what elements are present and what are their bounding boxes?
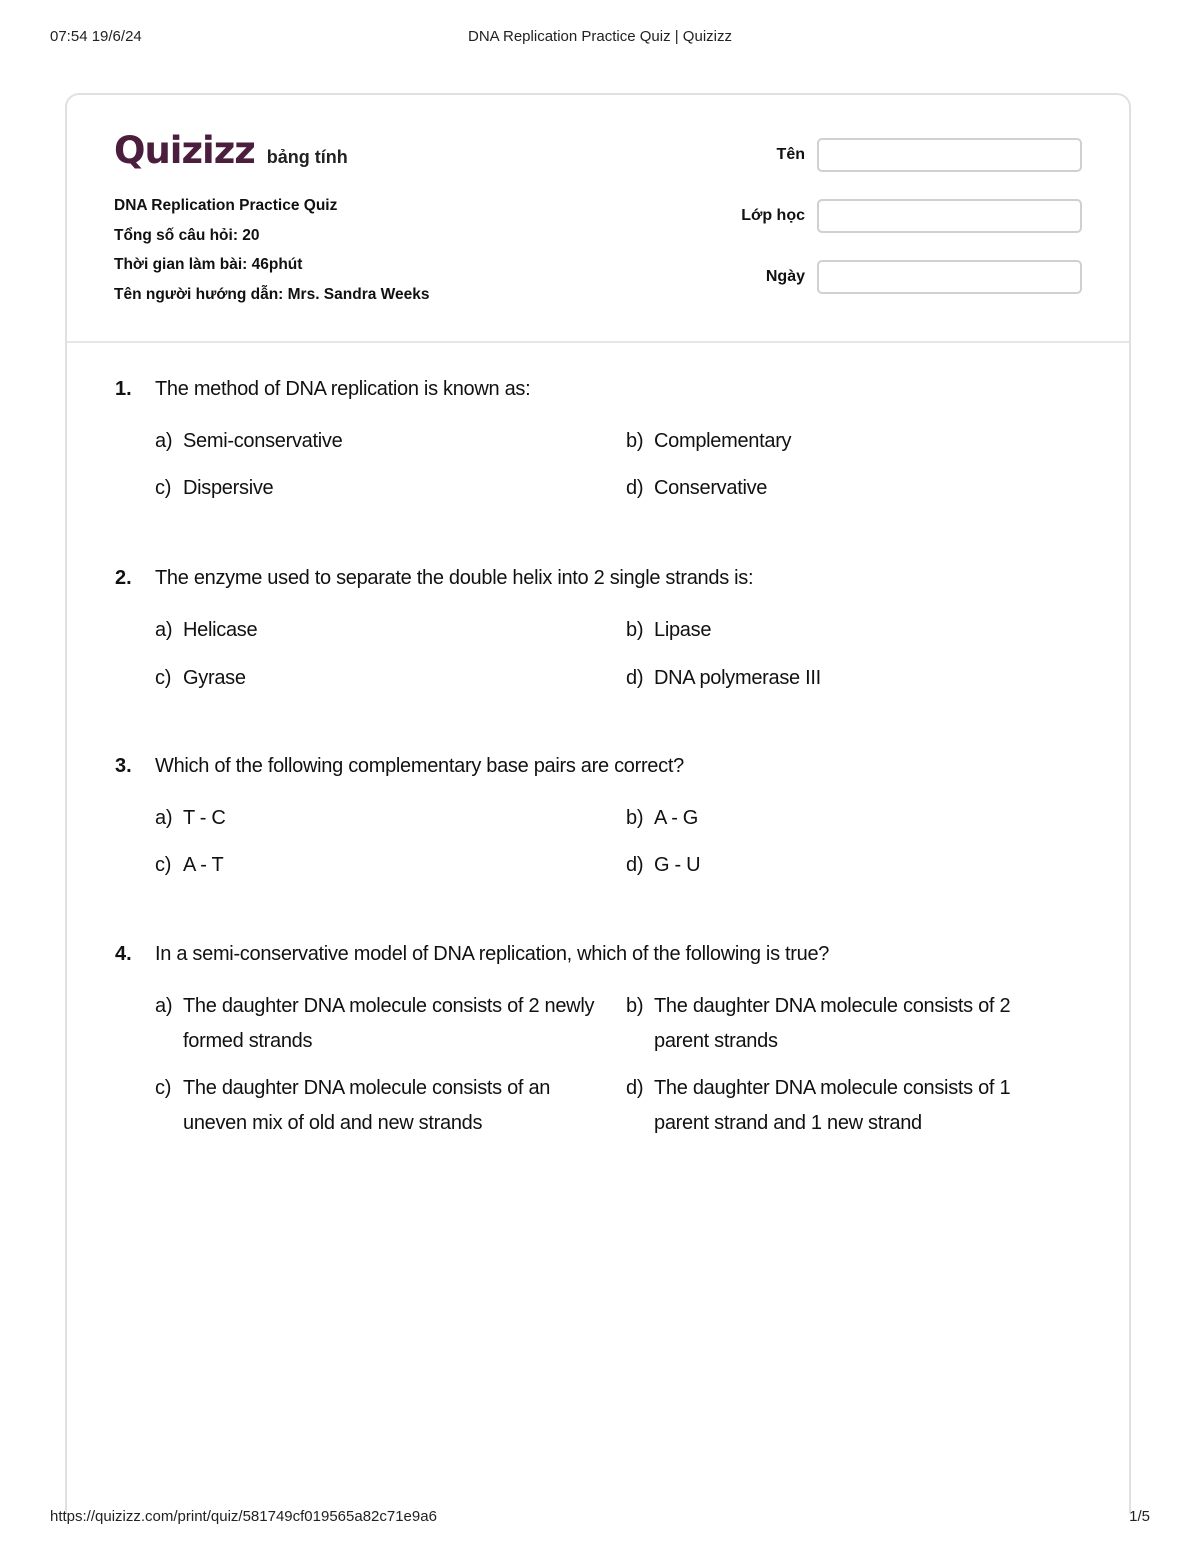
worksheet-header bbox=[67, 95, 1129, 343]
question-3 bbox=[115, 755, 1095, 876]
name-input[interactable] bbox=[817, 138, 1082, 172]
name-label: Tên bbox=[776, 146, 805, 163]
class-label: Lớp học bbox=[741, 207, 805, 224]
question-text: The enzyme used to separate the double helix into 2 single strands is: bbox=[155, 567, 754, 589]
quiz-time: Thời gian làm bài: 46phút bbox=[114, 256, 303, 273]
print-url: https://quizizz.com/print/quiz/581749cf019565a82c71e9a6 bbox=[50, 1508, 437, 1525]
option-c: c) Dispersive bbox=[155, 477, 274, 499]
name-field-row bbox=[777, 138, 1082, 172]
quizizz-logo bbox=[114, 129, 348, 172]
option-d: d) G - U bbox=[626, 854, 701, 876]
option-c: c) A - T bbox=[155, 854, 224, 876]
print-timestamp: 07:54 19/6/24 bbox=[50, 28, 142, 45]
question-4 bbox=[115, 943, 1095, 1134]
option-a: a) The daughter DNA molecule consists of 2 newly formed strands bbox=[155, 995, 595, 1052]
option-d: d) DNA polymerase III bbox=[626, 667, 821, 689]
page-number: 1/5 bbox=[1129, 1508, 1150, 1525]
question-text: The method of DNA replication is known as: bbox=[155, 378, 531, 400]
print-title: DNA Replication Practice Quiz | Quizizz bbox=[468, 28, 732, 45]
option-c: c) The daughter DNA molecule consists of an uneven mix of old and new strands bbox=[155, 1077, 551, 1134]
class-input[interactable] bbox=[817, 199, 1082, 233]
question-number: 1. bbox=[115, 378, 132, 400]
question-text: Which of the following complementary base pairs are correct? bbox=[155, 755, 684, 777]
class-field-row bbox=[741, 199, 1082, 233]
total-questions: Tổng số câu hỏi: 20 bbox=[114, 226, 260, 244]
option-a: a) T - C bbox=[155, 807, 226, 829]
option-d: d) Conservative bbox=[626, 477, 768, 499]
option-a: a) Helicase bbox=[155, 619, 258, 641]
logo-wordmark: Quizizz bbox=[114, 129, 255, 172]
option-d: d) The daughter DNA molecule consists of 1 parent strand and 1 new strand bbox=[626, 1077, 1011, 1134]
date-input[interactable] bbox=[817, 260, 1082, 294]
worksheet bbox=[65, 93, 1131, 1513]
question-number: 3. bbox=[115, 755, 132, 777]
quiz-title: DNA Replication Practice Quiz bbox=[114, 197, 338, 214]
option-b: b) The daughter DNA molecule consists of 2 parent strands bbox=[626, 995, 1011, 1052]
question-text: In a semi-conservative model of DNA replication, which of the following is true? bbox=[155, 943, 830, 965]
question-1 bbox=[115, 378, 1095, 499]
date-field-row bbox=[766, 260, 1082, 294]
option-b: b) A - G bbox=[626, 807, 699, 829]
print-footer bbox=[50, 1508, 1150, 1528]
option-a: a) Semi-conservative bbox=[155, 430, 343, 452]
option-b: b) Lipase bbox=[626, 619, 712, 641]
option-c: c) Gyrase bbox=[155, 667, 246, 689]
quiz-meta bbox=[114, 191, 430, 309]
question-2 bbox=[115, 567, 1095, 689]
question-number: 4. bbox=[115, 943, 132, 965]
question-number: 2. bbox=[115, 567, 132, 589]
option-b: b) Complementary bbox=[626, 430, 792, 452]
instructor-name: Tên người hướng dẫn: Mrs. Sandra Weeks bbox=[114, 285, 430, 303]
logo-subtitle: bảng tính bbox=[266, 147, 348, 167]
print-header bbox=[50, 28, 1150, 48]
date-label: Ngày bbox=[765, 268, 805, 285]
